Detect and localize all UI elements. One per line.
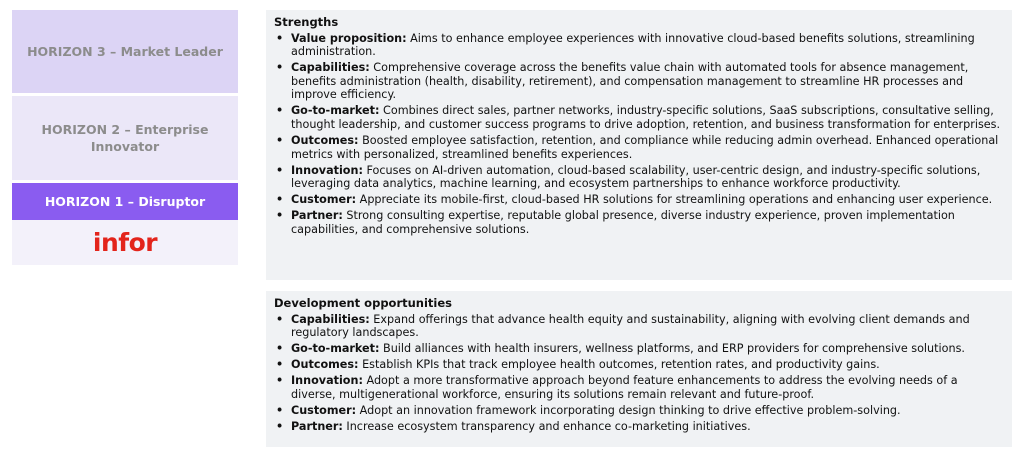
list-item bbox=[274, 61, 1002, 102]
item-label: Partner: bbox=[291, 209, 343, 223]
horizon-3-box bbox=[12, 10, 238, 93]
horizon-1-box bbox=[12, 183, 238, 220]
strengths-panel bbox=[266, 10, 1012, 280]
item-text: Strong consulting expertise, reputable global presence, diverse industry experience, proven implementation capabilities, and comprehensive solutions. bbox=[291, 209, 955, 236]
item-label: Capabilities: bbox=[291, 312, 370, 326]
item-text: Increase ecosystem transparency and enhance co-marketing initiatives. bbox=[346, 419, 751, 433]
vendor-logo-box bbox=[12, 220, 238, 265]
list-item bbox=[274, 164, 1002, 191]
item-text: Combines direct sales, partner networks, industry-specific solutions, SaaS subscriptions, consultative selling, thought leadership, and customer success programs to drive adoption, retention, and business transformation for enterprises. bbox=[291, 104, 1001, 131]
list-item bbox=[274, 404, 1002, 418]
vendor-logo: infor bbox=[92, 228, 158, 257]
item-text: Comprehensive coverage across the benefits value chain with automated tools for absence management, benefits administration (health, disability, retirement), and compensation management to streamline HR processes and improve efficiency. bbox=[291, 61, 969, 102]
horizon-2-box bbox=[12, 96, 238, 180]
strengths-list bbox=[274, 32, 1002, 237]
item-label: Capabilities: bbox=[291, 61, 370, 75]
development-panel bbox=[266, 291, 1012, 447]
item-text: Expand offerings that advance health equity and sustainability, aligning with evolving client demands and regulatory landscapes. bbox=[291, 312, 970, 340]
list-item bbox=[274, 374, 1002, 401]
item-text: Adopt a more transformative approach beyond feature enhancements to address the evolving needs of a diverse, multigenerational workforce, ensuring its solutions remain relevant and future-proof. bbox=[291, 374, 958, 401]
item-text: Appreciate its mobile-first, cloud-based HR solutions for streamlining operations and enhancing user experience. bbox=[359, 193, 993, 207]
item-label: Innovation: bbox=[291, 374, 363, 388]
item-label: Outcomes: bbox=[291, 133, 359, 147]
development-list bbox=[274, 313, 1002, 434]
list-item bbox=[274, 358, 1002, 372]
horizon-column bbox=[12, 10, 238, 265]
list-item bbox=[274, 104, 1002, 131]
list-item bbox=[274, 32, 1002, 59]
list-item bbox=[274, 193, 1002, 207]
list-item bbox=[274, 313, 1002, 340]
list-item bbox=[274, 209, 1002, 236]
list-item bbox=[274, 134, 1002, 161]
item-label: Value proposition: bbox=[291, 31, 407, 45]
list-item bbox=[274, 420, 1002, 434]
item-label: Customer: bbox=[291, 403, 357, 417]
item-label: Partner: bbox=[291, 419, 343, 433]
horizon-1-label: HORIZON 1 – Disruptor bbox=[44, 194, 206, 209]
item-text: Establish KPIs that track employee health outcomes, retention rates, and productivity gains. bbox=[362, 358, 880, 372]
horizon-3-label: HORIZON 3 – Market Leader bbox=[27, 44, 223, 59]
list-item bbox=[274, 342, 1002, 356]
item-label: Customer: bbox=[291, 193, 357, 207]
item-text: Build alliances with health insurers, wellness platforms, and ERP providers for comprehensive solutions. bbox=[383, 342, 965, 356]
item-label: Go-to-market: bbox=[291, 104, 380, 118]
development-title: Development opportunities bbox=[274, 296, 453, 310]
item-text: Boosted employee satisfaction, retention, and compliance while reducing admin overhead. Enhanced operational metrics with personalized, streamlined benefits experiences. bbox=[291, 133, 999, 161]
item-text: Aims to enhance employee experiences with innovative cloud-based benefits solutions, streamlining administration. bbox=[291, 31, 975, 59]
horizon-2-label: HORIZON 2 – Enterprise Innovator bbox=[41, 122, 209, 154]
item-text: Adopt an innovation framework incorporating design thinking to drive effective problem-solving. bbox=[359, 403, 901, 417]
strengths-title: Strengths bbox=[274, 15, 339, 29]
item-label: Outcomes: bbox=[291, 358, 359, 372]
item-label: Innovation: bbox=[291, 163, 363, 177]
item-label: Go-to-market: bbox=[291, 342, 380, 356]
item-text: Focuses on AI-driven automation, cloud-based scalability, user-centric design, and industry-specific solutions, leveraging data analytics, machine learning, and ecosystem partnerships to enhance workforce productivity. bbox=[291, 163, 981, 191]
